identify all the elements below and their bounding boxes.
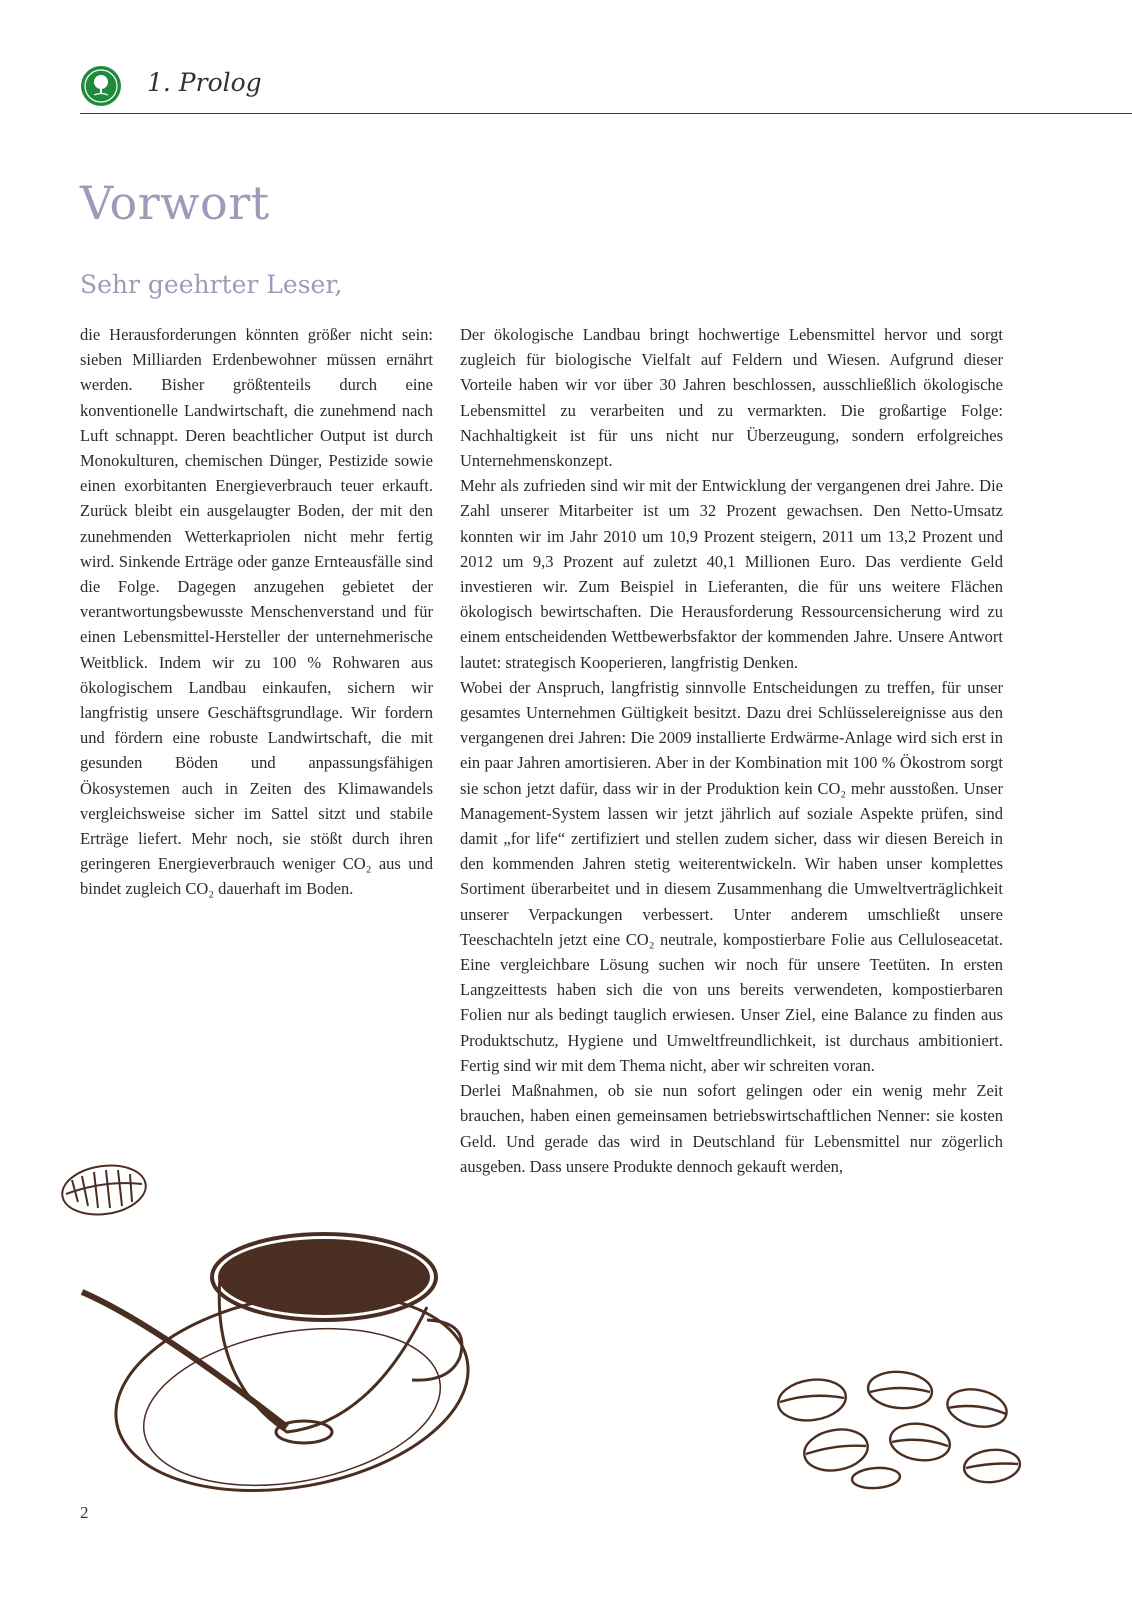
greeting: Sehr geehrter Leser, [80,270,343,299]
page-number: 2 [80,1503,89,1522]
right-column [460,322,1003,1179]
lebensbaum-logo [80,65,122,107]
coffee-beans-icon [772,1366,1028,1490]
header-rule [80,113,1132,114]
coffee-bean-icon [58,1160,150,1220]
paragraph: Wobei der Anspruch, langfristig sinnvolle Entscheidungen zu treffen, für unser gesamtes Unternehmen Gültigkeit besitzt. Dazu drei Schlüsselereignisse aus den vergangenen drei Jahren: Die 2009 installierte Erdwärme-Anlage wird sich erst in ein paar Jahren amortisieren. Aber in der Kombination mit 100 % Ökostrom sorgt sie schon jetzt dafür, dass wir in der Produktion kein CO₂ mehr ausstoßen. Unser Management-System lassen wir jetzt jährlich auf soziale Aspekte prüfen, sind damit „for life“ zertifiziert und stellen zudem sicher, dass wir diesen Bereich in den kommenden Jahren stetig weiterentwickeln. Wir haben unser komplettes Sortiment überarbeitet und in diesem Zusammenhang die Umweltverträglichkeit unserer Verpackungen verbessert. Unter anderem umschließt unsere Teeschachteln jetzt eine CO₂ neutrale, kompostierbare Folie aus Celluloseacetat. Eine vergleichbare Lösung suchen wir noch für unsere Teetüten. In ersten Langzeittests haben sich die von uns bereits verwendeten, kompostierbaren Folien nur als bedingt tauglich erwiesen. Unser Ziel, eine Balance zu finden aus Produktschutz, Hygiene und Umweltfreundlichkeit, ist durchaus ambitioniert. Fertig sind wir mit dem Thema nicht, aber wir schreiten voran. [460,677,1003,1075]
page-title: Vorwort [80,176,270,230]
left-column [80,322,433,902]
paragraph: Derlei Maßnahmen, ob sie nun sofort gelingen oder ein wenig mehr Zeit brauchen, haben einen gemeinsamen betriebswirtschaftlichen Nenner: sie kosten Geld. Und gerade das wird in Deutschland für Lebensmittel nur zögerlich ausgeben. Dass unsere Produkte dennoch gekauft werden, [460,1081,1003,1176]
section-label: 1. Prolog [147,68,262,97]
coffee-cup-icon [72,1232,472,1512]
paragraph: Mehr als zufrieden sind wir mit der Entwicklung der vergangenen drei Jahre. Die Zahl unserer Mitarbeiter ist um 32 Prozent gewachsen. Den Netto-Umsatz konnten wir im Jahr 2010 um 10,9 Prozent steigern, 2011 um 13,2 Prozent und 2012 um 9,3 Prozent auf zuletzt 40,1 Millionen Euro. Das verdiente Geld investieren wir. Zum Beispiel in Lieferanten, die für uns weitere Flächen ökologisch bewirtschaften. Die Herausforderung Ressourcensicherung wird zu einem entscheidenden Wettbewerbsfaktor der kommenden Jahre. Unsere Antwort lautet: strategisch Kooperieren, langfristig Denken. [460,476,1003,672]
paragraph: Der ökologische Landbau bringt hochwertige Lebensmittel hervor und sorgt zugleich für biologische Vielfalt auf Feldern und Wiesen. Aufgrund dieser Vorteile haben wir vor über 30 Jahren beschlossen, ausschließlich ökologische Lebensmittel zu verarbeiten und zu vermarkten. Die großartige Folge: Nachhaltigkeit ist für uns nicht nur Überzeugung, sondern erfolgreiches Unternehmenskonzept. [460,325,1003,471]
paragraph: die Herausforderungen könnten größer nicht sein: sieben Milliarden Erdenbewohner müssen ernährt werden. Bisher größtenteils durch eine konventionelle Landwirtschaft, die zunehmend nach Luft schnappt. Deren beachtlicher Output ist durch Monokulturen, chemischen Dünger, Pestizide sowie einen exorbitanten Energieverbrauch teuer erkauft. Zurück bleibt ein ausgelaugter Boden, der mit den zunehmenden Wetterkapriolen nicht mehr fertig wird. Sinkende Erträge oder ganze Ernteausfälle sind die Folge. Dagegen anzugehen gebietet der verantwortungsbewusste Menschenverstand und für einen Lebensmittel-Hersteller der unternehmerische Weitblick. Indem wir zu 100 % Rohwaren aus ökologischem Landbau einkaufen, sichern wir langfristig unsere Geschäftsgrundlage. Wir fordern und fördern eine robuste Landwirtschaft, die mit gesunden Böden und anpassungsfähigen Ökosystemen auch in Zeiten des Klimawandels vergleichsweise sicher im Sattel sitzt und stabile Erträge liefert. Mehr noch, sie stößt durch ihren geringeren Energieverbrauch weniger CO₂ aus und bindet zugleich CO₂ dauerhaft im Boden. [80,325,433,899]
